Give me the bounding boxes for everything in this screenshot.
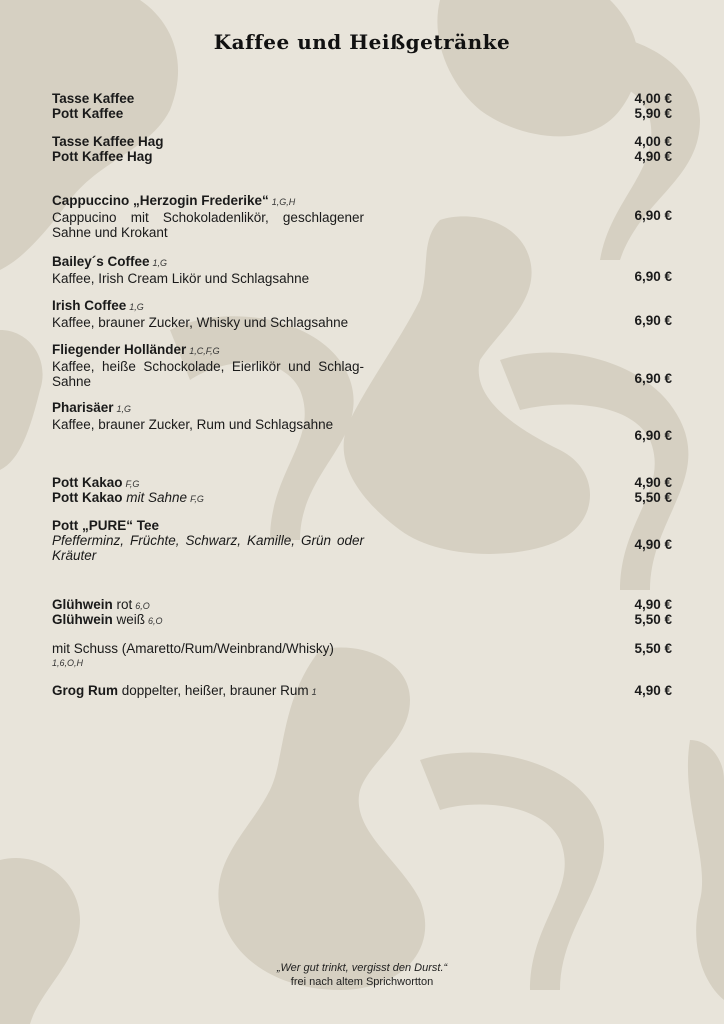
- item-description: Cappucino mit Schokoladenlikör, geschlagener Sahne und Krokant: [52, 210, 364, 240]
- item-name: Cappuccino „Herzogin Frederike“: [52, 193, 269, 208]
- item-price: 6,90 €: [634, 428, 672, 443]
- quote-source: frei nach altem Sprichwortton: [290, 976, 434, 988]
- item-name: mit Schuss (Amaretto/Rum/Weinbrand/Whisky): [52, 641, 334, 656]
- item-name: Tasse Kaffee Hag: [52, 134, 164, 149]
- item-name: Glühwein: [52, 597, 113, 612]
- item-variant: rot: [116, 597, 133, 612]
- item-price: 4,90 €: [634, 475, 672, 490]
- item-allergens: 1,6,O,H: [52, 658, 84, 668]
- item-allergens: F,G: [125, 479, 140, 489]
- quote-text: „Wer gut trinkt, vergisst den Durst.“: [276, 962, 448, 974]
- item-price: 4,00 €: [634, 134, 672, 149]
- item-allergens: 1,G,H: [271, 197, 296, 207]
- item-name: Pott Kaffee Hag: [52, 149, 153, 164]
- item-name: Pharisäer: [52, 400, 114, 415]
- item-description: Kaffee, heiße Schockolade, Eierlikör und Schlag-Sahne: [52, 359, 364, 389]
- item-price: 4,90 €: [634, 597, 672, 612]
- item-allergens: 6,O: [135, 601, 150, 611]
- item-name: Pott Kakao: [52, 475, 123, 490]
- menu-item-tasse-kaffee-hag: [52, 134, 672, 149]
- menu-item-pharisaeer: [52, 400, 672, 448]
- item-price: 5,90 €: [634, 106, 672, 121]
- menu-item-baileys: [52, 254, 672, 284]
- menu-item-pott-kaffee: [52, 106, 672, 121]
- item-allergens: 6,O: [148, 616, 163, 626]
- menu-item-tee: [52, 518, 672, 566]
- item-allergens: F,G: [190, 494, 204, 504]
- item-description: doppelter, heißer, brauner Rum: [121, 683, 309, 698]
- item-name: Pott Kaffee: [52, 106, 124, 121]
- item-price: 4,90 €: [634, 537, 672, 552]
- item-allergens: 1,G: [116, 404, 132, 414]
- item-name: Pott „PURE“ Tee: [52, 518, 160, 533]
- page-title: Kaffee und Heißgetränke: [213, 30, 511, 54]
- item-allergens: 1,C,F,G: [189, 346, 220, 356]
- item-allergens: 1,G: [129, 302, 144, 312]
- menu-item-fliegender-hollaender: [52, 342, 672, 390]
- item-name: Glühwein: [52, 612, 113, 627]
- item-price: 5,50 €: [634, 490, 672, 505]
- item-price: 6,90 €: [634, 208, 672, 223]
- item-price: 5,50 €: [634, 612, 672, 627]
- item-price: 4,90 €: [634, 149, 672, 164]
- menu-item-pott-kakao-sahne: [52, 490, 672, 505]
- menu-item-pott-kaffee-hag: [52, 149, 672, 164]
- item-variant: weiß: [116, 612, 146, 627]
- menu-item-mit-schuss: [52, 641, 672, 671]
- item-price: 4,00 €: [634, 91, 672, 106]
- item-name: Grog Rum: [52, 683, 118, 698]
- menu-item-irish-coffee: [52, 298, 672, 328]
- menu-item-grog-rum: [52, 683, 672, 698]
- item-description: Pfefferminz, Früchte, Schwarz, Kamille, Grün oder Kräuter: [52, 533, 364, 563]
- item-variant: mit Sahne: [126, 490, 188, 505]
- item-name: Pott Kakao: [52, 490, 123, 505]
- menu-item-pott-kakao: [52, 475, 672, 490]
- item-price: 6,90 €: [634, 313, 672, 328]
- item-allergens: 1,G: [152, 258, 168, 268]
- menu-item-gluehwein-rot: [52, 597, 672, 612]
- item-description: Kaffee, brauner Zucker, Whisky und Schlagsahne: [52, 315, 349, 330]
- item-price: 6,90 €: [634, 269, 672, 284]
- item-description: Kaffee, Irish Cream Likör und Schlagsahne: [52, 271, 310, 286]
- menu-item-gluehwein-weiss: [52, 612, 672, 627]
- menu-item-cappuccino: [52, 193, 672, 241]
- item-name: Bailey´s Coffee: [52, 254, 150, 269]
- item-price: 5,50 €: [634, 641, 672, 656]
- item-price: 6,90 €: [634, 371, 672, 386]
- item-allergens: 1: [311, 687, 317, 697]
- footer-quote: [0, 961, 724, 989]
- item-name: Tasse Kaffee: [52, 91, 135, 106]
- item-name: Fliegender Holländer: [52, 342, 187, 357]
- item-description: Kaffee, brauner Zucker, Rum und Schlagsahne: [52, 417, 334, 432]
- item-name: Irish Coffee: [52, 298, 127, 313]
- item-price: 4,90 €: [634, 683, 672, 698]
